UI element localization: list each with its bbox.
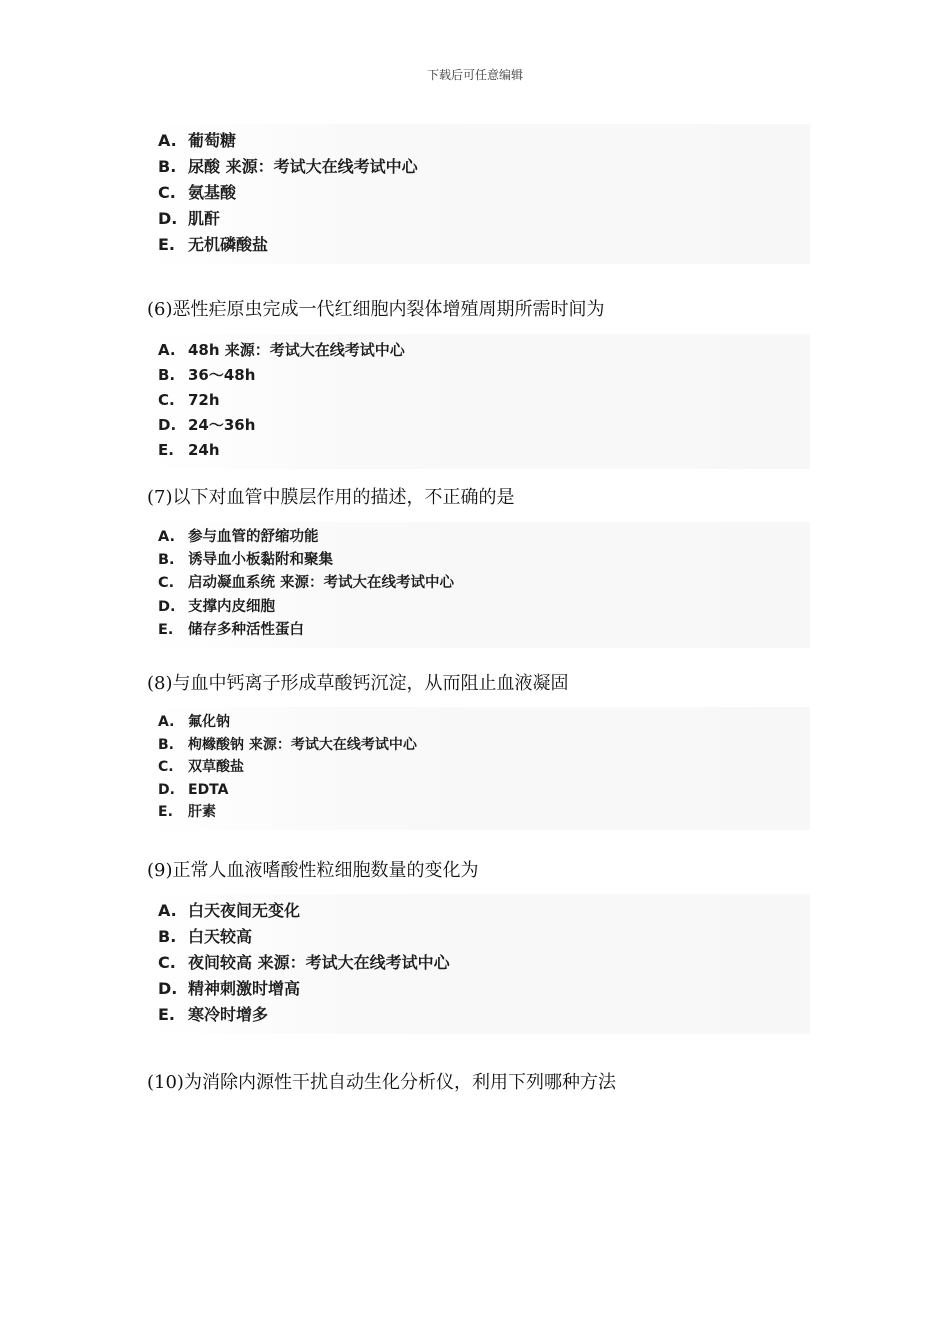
- option-text: 氟化钠: [188, 714, 230, 730]
- header-note: 下载后可任意编辑: [426, 68, 523, 82]
- option-text: 尿酸 来源：考试大在线考试中心: [188, 157, 418, 176]
- option-text: 参与血管的舒缩功能: [188, 529, 319, 545]
- option-text: 支撑内皮细胞: [188, 598, 275, 615]
- option-text: 启动凝血系统 来源：考试大在线考试中心: [188, 575, 455, 592]
- option-b: [158, 154, 810, 180]
- option-e: [158, 801, 810, 824]
- option-letter: E.: [158, 804, 173, 821]
- option-a: [158, 898, 810, 924]
- option-letter: A.: [158, 131, 177, 150]
- option-letter: A.: [158, 529, 175, 545]
- option-text: 肌酐: [188, 209, 221, 228]
- option-c: [158, 180, 810, 206]
- option-text: 寒冷时增多: [188, 1005, 269, 1024]
- option-letter: D.: [158, 209, 178, 228]
- option-letter: E.: [158, 621, 174, 638]
- options-list-q5: [150, 124, 810, 264]
- option-letter: C.: [158, 391, 175, 409]
- option-a: [158, 128, 810, 154]
- option-text: 白天较高: [188, 927, 253, 946]
- option-letter: B.: [158, 157, 177, 176]
- question-8: (8)与血中钙离子形成草酸钙沉淀，从而阻止血液凝固: [147, 673, 569, 694]
- option-text: 72h: [188, 391, 220, 409]
- options-list-q8: [150, 707, 810, 830]
- option-e: [158, 232, 810, 258]
- option-text: 氨基酸: [188, 183, 237, 202]
- options-list-q7: [150, 522, 810, 648]
- question-9: (9)正常人血液嗜酸性粒细胞数量的变化为: [147, 860, 479, 881]
- option-a: [158, 338, 810, 363]
- option-a: [158, 526, 810, 549]
- option-text: 无机磷酸盐: [188, 235, 269, 254]
- option-d: [158, 206, 810, 232]
- option-e: [158, 1002, 810, 1028]
- option-letter: D.: [158, 781, 175, 798]
- question-10: (10)为消除内源性干扰自动生化分析仪，利用下列哪种方法: [147, 1072, 616, 1093]
- option-d: [158, 976, 810, 1002]
- option-e: [158, 438, 810, 463]
- option-d: [158, 779, 810, 802]
- option-text: 枸橼酸钠 来源：考试大在线考试中心: [188, 736, 417, 753]
- option-text: 诱导血小板黏附和聚集: [188, 552, 333, 569]
- option-text: 36～48h: [188, 366, 256, 384]
- option-text: 夜间较高 来源：考试大在线考试中心: [188, 953, 450, 972]
- option-text: 储存多种活性蛋白: [188, 621, 304, 638]
- option-letter: E.: [158, 235, 176, 254]
- option-d: [158, 596, 810, 619]
- option-text: 48h 来源：考试大在线考试中心: [188, 341, 405, 359]
- option-text: 肝素: [188, 804, 216, 821]
- question-6: (6)恶性疟原虫完成一代红细胞内裂体增殖周期所需时间为: [147, 299, 605, 320]
- option-text: 精神刺激时增高: [188, 979, 301, 998]
- option-c: [158, 572, 810, 595]
- option-b: [158, 363, 810, 388]
- option-letter: D.: [158, 598, 176, 615]
- option-letter: E.: [158, 1005, 176, 1024]
- question-7: (7)以下对血管中膜层作用的描述，不正确的是: [147, 487, 515, 508]
- option-letter: A.: [158, 341, 176, 359]
- option-c: [158, 950, 810, 976]
- option-c: [158, 388, 810, 413]
- option-letter: B.: [158, 927, 177, 946]
- option-letter: C.: [158, 953, 176, 972]
- options-list-q9: [150, 894, 810, 1034]
- option-b: [158, 549, 810, 572]
- option-letter: B.: [158, 736, 174, 753]
- option-text: 双草酸盐: [188, 759, 244, 776]
- option-text: 葡萄糖: [188, 131, 237, 150]
- option-e: [158, 619, 810, 642]
- option-letter: E.: [158, 441, 174, 459]
- option-letter: C.: [158, 759, 174, 776]
- option-text: EDTA: [188, 781, 229, 798]
- option-a: [158, 711, 810, 734]
- option-letter: C.: [158, 575, 175, 592]
- option-c: [158, 756, 810, 779]
- options-list-q6: [150, 334, 810, 469]
- option-letter: A.: [158, 714, 175, 730]
- option-letter: D.: [158, 416, 177, 434]
- option-b: [158, 734, 810, 757]
- option-d: [158, 413, 810, 438]
- option-letter: D.: [158, 979, 178, 998]
- option-text: 24h: [188, 441, 220, 459]
- option-letter: B.: [158, 366, 176, 384]
- option-text: 24～36h: [188, 416, 256, 434]
- option-b: [158, 924, 810, 950]
- option-letter: C.: [158, 183, 176, 202]
- option-text: 白天夜间无变化: [188, 901, 301, 920]
- option-letter: A.: [158, 901, 177, 920]
- option-letter: B.: [158, 552, 175, 569]
